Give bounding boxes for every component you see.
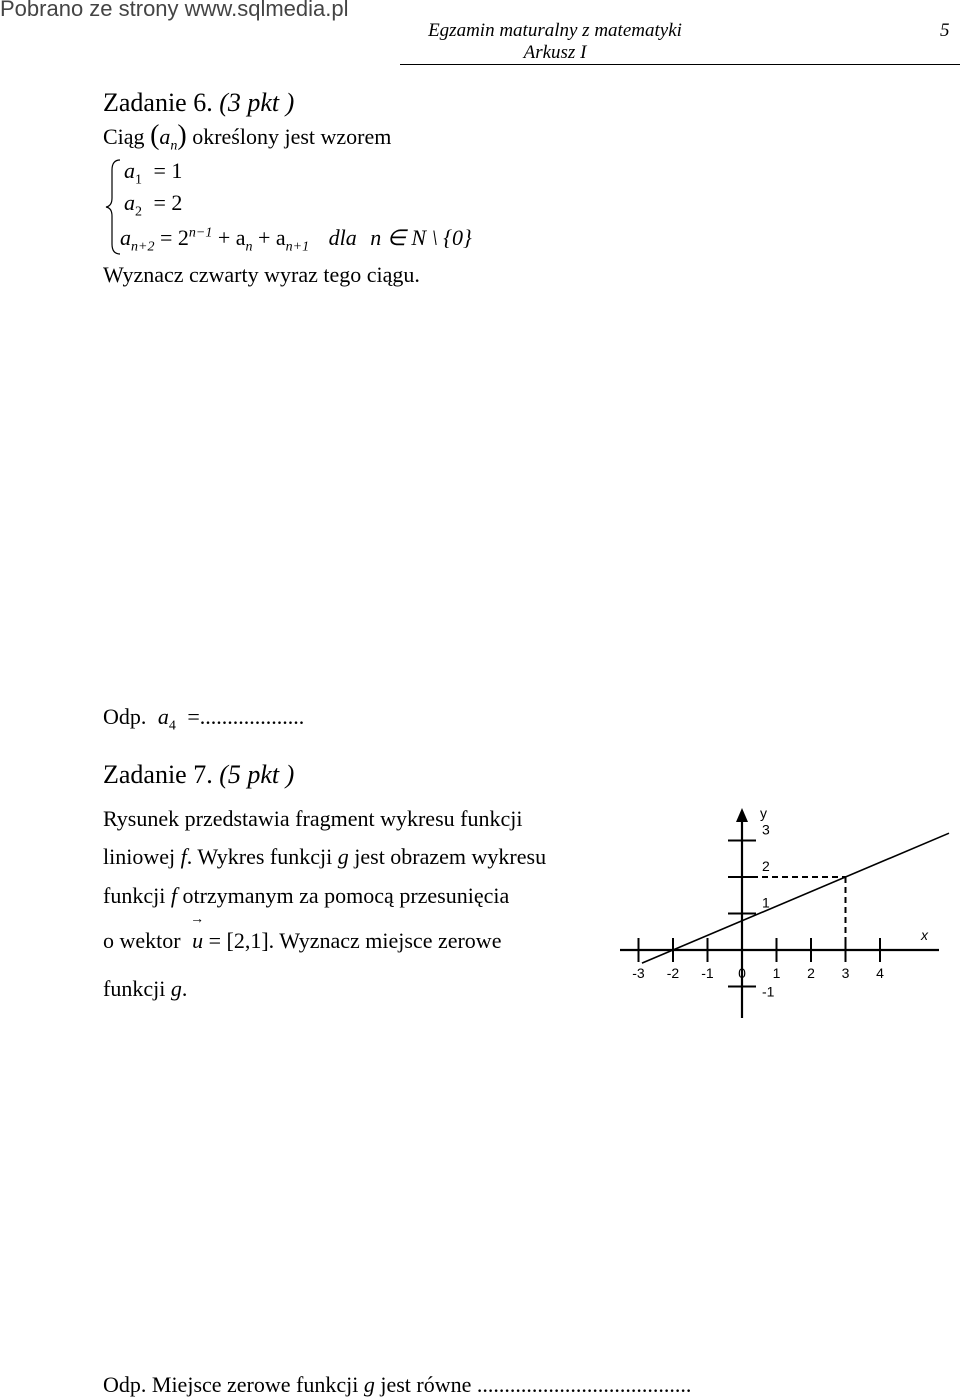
task7-heading <box>103 760 294 790</box>
task6-answer-label: Odp. <box>103 704 147 729</box>
task6-title: Zadanie 6. <box>103 88 213 117</box>
task6-intro-before: Ciąg <box>103 124 145 149</box>
watermark: Pobrano ze strony www.sqlmedia.pl <box>0 0 349 21</box>
y-axis-arrow <box>736 808 748 822</box>
seq-a: a <box>159 124 171 149</box>
exam-header-title: Egzamin maturalny z matematyki <box>428 20 682 41</box>
task7-line2-f: f <box>180 844 187 869</box>
eq3-exp: n−1 <box>188 225 213 241</box>
x-tick-label: -1 <box>701 965 714 981</box>
task7-line3 <box>103 883 509 909</box>
task7-line5-g: g <box>170 976 182 1001</box>
task6-answer-dots: =................... <box>187 704 305 729</box>
y-axis-label: y <box>760 805 767 821</box>
x-axis-label: x <box>921 927 928 943</box>
eq-line-2 <box>124 190 182 220</box>
task6-heading <box>103 88 294 118</box>
task7-line3-f: f <box>170 883 177 908</box>
task7-line4-a: o wektor <box>103 928 181 953</box>
task7-answer-a: Odp. Miejsce zerowe funkcji <box>103 1372 359 1397</box>
eq1-rhs: = 1 <box>153 158 183 183</box>
eq3-plus2: + a <box>258 225 286 250</box>
task6-intro <box>103 120 391 154</box>
x-tick-label: -3 <box>632 965 645 981</box>
y-tick-label: 2 <box>762 858 770 874</box>
task7-line2-c: jest obrazem wykresu <box>354 844 547 869</box>
page-number: 5 <box>940 20 950 41</box>
task7-line5-a: funkcji <box>103 976 166 1001</box>
x-tick-label: 2 <box>807 965 815 981</box>
task7-line4-c: . Wyznacz miejsce zerowe <box>268 928 502 953</box>
paren-open: ( <box>150 120 160 151</box>
eq3-eq: = 2 <box>159 225 189 250</box>
task7-line2-b: . Wykres funkcji <box>186 844 333 869</box>
task7-line2-a: liniowej <box>103 844 176 869</box>
x-tick-label: 0 <box>738 965 746 981</box>
x-tick-label: 3 <box>841 965 850 981</box>
vector-u-letter: u <box>192 928 204 953</box>
y-tick-label: -1 <box>762 983 775 1000</box>
task6-answer-var: a <box>157 704 169 729</box>
eq1-a: a <box>124 158 135 183</box>
x-tick-label: -2 <box>666 965 680 981</box>
eq3-set: n ∈ N \ {0} <box>370 225 472 250</box>
x-tick-label: 1 <box>772 965 781 981</box>
task7-answer-b: jest równe ....................................... <box>380 1372 692 1397</box>
x-tick-label: 4 <box>876 965 884 981</box>
paren-close: ) <box>177 120 187 151</box>
task7-line5-b: . <box>181 976 188 1001</box>
vector-u <box>190 912 205 953</box>
task7-line3-a: funkcji <box>103 883 166 908</box>
eq3-sub-n: n <box>245 239 253 255</box>
task7-title: Zadanie 7. <box>103 760 213 789</box>
eq-line-1 <box>124 158 182 188</box>
header-rule <box>400 64 960 65</box>
eq2-rhs: = 2 <box>153 190 183 215</box>
task7-points: (5 pkt ) <box>219 760 295 789</box>
y-tick-label: 1 <box>762 894 770 911</box>
eq2-sub: 2 <box>135 204 142 220</box>
task6-points: (3 pkt ) <box>219 88 295 117</box>
linear-function-chart <box>600 790 960 1030</box>
eq3-sub: n+2 <box>131 239 155 255</box>
task7-line2 <box>103 844 546 870</box>
task7-answer <box>103 1372 691 1398</box>
task6-answer <box>103 704 304 734</box>
task7-line4 <box>103 912 502 954</box>
vector-arrow-icon: → <box>190 912 205 927</box>
task7-line5 <box>103 976 187 1002</box>
task6-intro-after: określony jest wzorem <box>192 124 392 149</box>
function-f-line <box>642 833 949 963</box>
task6-question: Wyznacz czwarty wyraz tego ciągu. <box>103 262 420 287</box>
task7-answer-g: g <box>363 1372 375 1397</box>
eq3-dla: dla <box>328 225 357 250</box>
eq1-sub: 1 <box>135 172 142 188</box>
exam-header-sheet: Arkusz I <box>523 42 587 63</box>
eq3-plus1: + a <box>217 225 246 250</box>
task7-line2-g: g <box>337 844 349 869</box>
eq-line-3 <box>120 225 472 255</box>
eq3-a: a <box>120 225 131 250</box>
y-tick-label: 3 <box>762 821 770 838</box>
seq-n: n <box>170 138 178 154</box>
task7-line4-b: = [2,1] <box>208 928 269 953</box>
eq3-sub-n1: n+1 <box>285 239 310 255</box>
task6-answer-sub: 4 <box>168 718 176 734</box>
eq2-a: a <box>124 190 135 215</box>
task7-line3-b: otrzymanym za pomocą przesunięcia <box>182 883 510 908</box>
task7-line1: Rysunek przedstawia fragment wykresu funkcji <box>103 806 523 831</box>
